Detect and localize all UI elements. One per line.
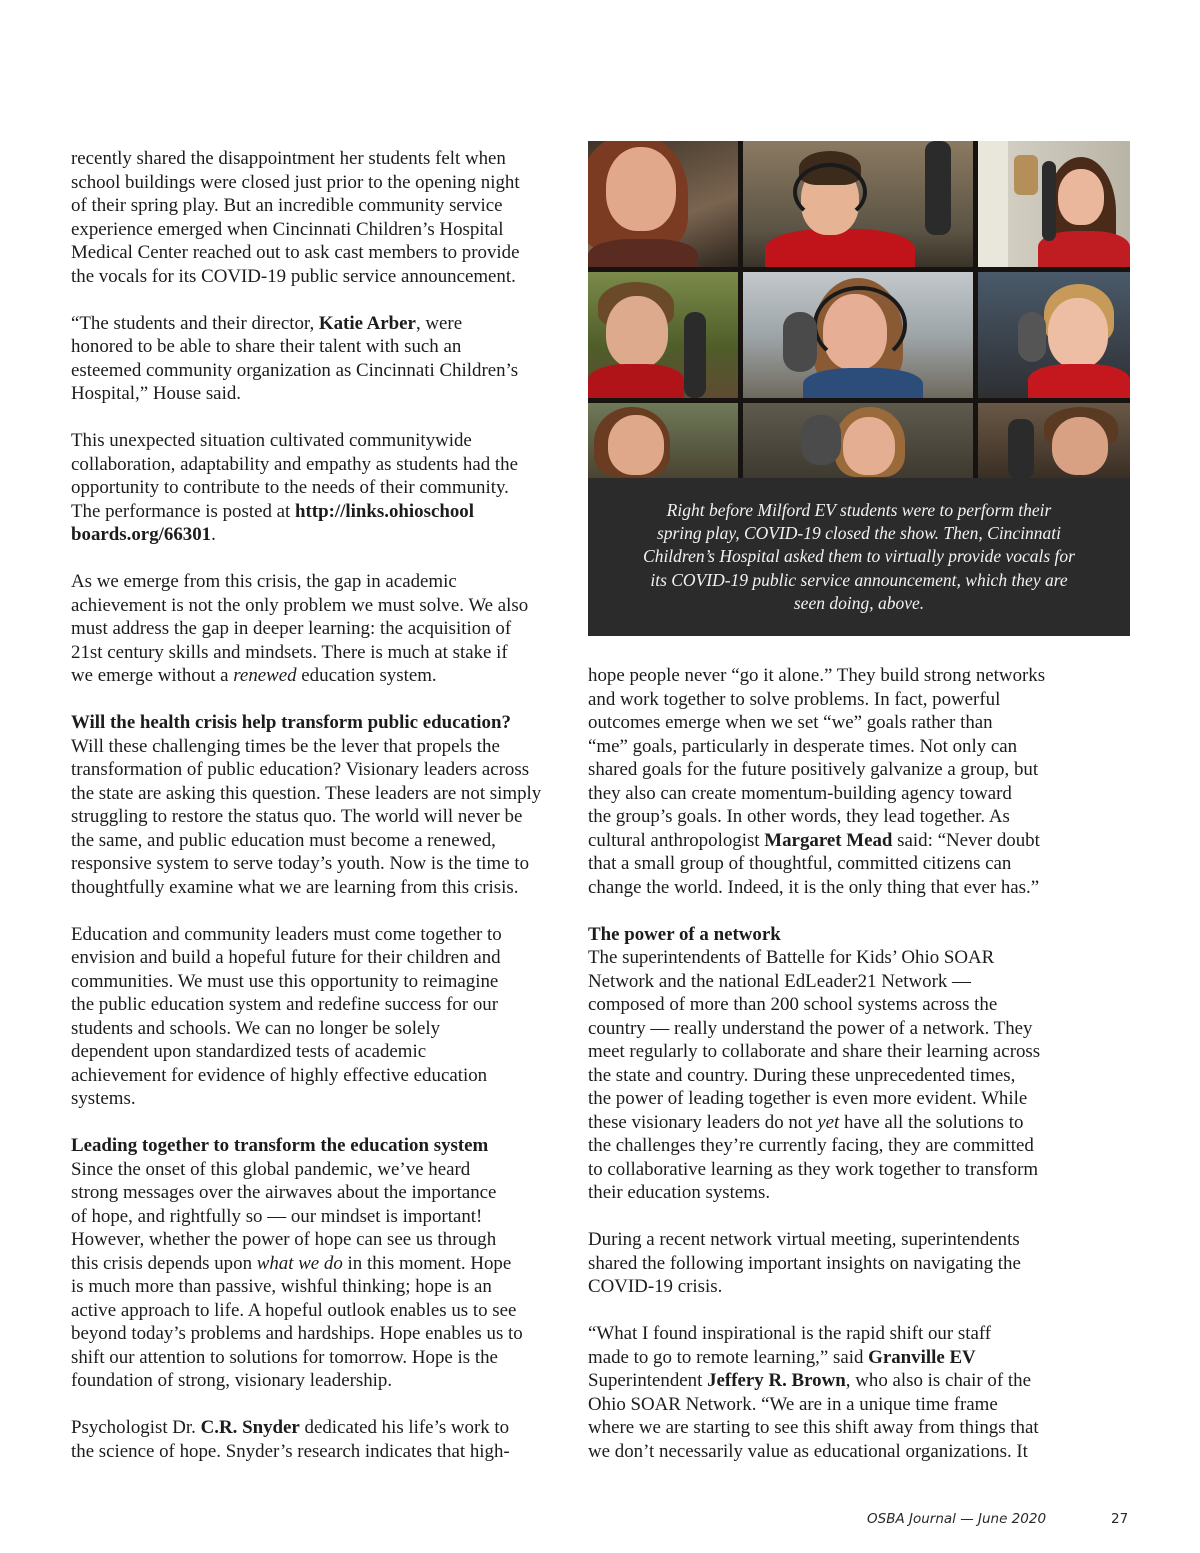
text-line: Ohio SOAR Network. “We are in a unique time frame bbox=[588, 1393, 998, 1415]
text-line: outcomes emerge when we set “we” goals rather than bbox=[588, 712, 993, 733]
text-line: Network and the national EdLeader21 Network — bbox=[588, 970, 971, 992]
emphasis: renewed bbox=[233, 665, 297, 686]
photo-tile bbox=[588, 403, 738, 478]
text-line: shared goals for the future positively galvanize a group, but bbox=[588, 759, 1039, 780]
text-line: “What I found inspirational is the rapid shift our staff bbox=[588, 1323, 992, 1344]
text-line: shift our attention to solutions for tomorrow. Hope is the bbox=[71, 1346, 498, 1368]
text-line: of their spring play. But an incredible community service bbox=[71, 195, 503, 216]
text-line: is much more than passive, wishful thinking; hope is an bbox=[71, 1276, 492, 1297]
text-line: foundation of strong, visionary leadership. bbox=[71, 1370, 393, 1391]
text-line: During a recent network virtual meeting, superintendents bbox=[588, 1229, 1020, 1250]
text-line: to collaborative learning as they work together to transform bbox=[588, 1158, 1039, 1180]
emphasis: what we do bbox=[256, 1252, 343, 1274]
text-line: the science of hope. Snyder’s research indicates that high- bbox=[71, 1440, 510, 1462]
paragraph bbox=[71, 1416, 567, 1463]
person-name: C.R. Snyder bbox=[200, 1417, 300, 1438]
caption-line: spring play, COVID-19 closed the show. Then, Cincinnati bbox=[656, 523, 1062, 544]
left-column bbox=[71, 147, 567, 1487]
text-line bbox=[588, 1369, 1088, 1393]
text-line: experience emerged when Cincinnati Children’s Hospital bbox=[71, 218, 504, 240]
text-line bbox=[71, 1416, 567, 1440]
text-run: “The students and their director, bbox=[71, 312, 319, 334]
photo-tile bbox=[743, 272, 973, 398]
text-line: their education systems. bbox=[588, 1182, 771, 1203]
text-line: “me” goals, particularly in desperate times. Not only can bbox=[588, 735, 1018, 757]
text-line: the group’s goals. In other words, they lead together. As bbox=[588, 806, 1010, 827]
text-line: achievement for evidence of highly effective education bbox=[71, 1064, 488, 1086]
text-line: the vocals for its COVID-19 public service announcement. bbox=[71, 265, 516, 287]
text-run: dedicated his life’s work to bbox=[299, 1417, 510, 1438]
text-run: education system. bbox=[296, 665, 437, 686]
section-heading: Will the health crisis help transform public education? bbox=[71, 712, 511, 733]
text-line: hope people never “go it alone.” They build strong networks bbox=[588, 665, 1046, 686]
paragraph bbox=[71, 1158, 567, 1393]
text-line: thoughtfully examine what we are learning from this crisis. bbox=[71, 876, 519, 898]
photo-tile bbox=[588, 272, 738, 398]
text-line: However, whether the power of hope can see us through bbox=[71, 1229, 497, 1250]
text-line: composed of more than 200 school systems across the bbox=[588, 994, 998, 1015]
text-run: made to go to remote learning,” said bbox=[588, 1346, 869, 1368]
text-line bbox=[588, 1346, 1088, 1370]
text-line: the power of leading together is even more evident. While bbox=[588, 1088, 1028, 1109]
text-line: systems. bbox=[71, 1088, 136, 1109]
text-line bbox=[71, 312, 567, 336]
text-line: transformation of public education? Visionary leaders across bbox=[71, 759, 530, 780]
paragraph bbox=[588, 946, 1088, 1205]
paragraph bbox=[71, 735, 567, 900]
emphasis: yet bbox=[817, 1111, 840, 1133]
photo-tile bbox=[978, 403, 1130, 478]
text-line: students and schools. We can no longer be solely bbox=[71, 1017, 441, 1039]
text-line: esteemed community organization as Cincinnati Children’s bbox=[71, 359, 519, 381]
text-line bbox=[588, 1111, 1088, 1135]
paragraph bbox=[71, 429, 567, 547]
photo-tile bbox=[978, 141, 1130, 267]
text-run: have all the solutions to bbox=[839, 1111, 1024, 1133]
caption-line: Right before Milford EV students were to perform their bbox=[666, 500, 1052, 520]
text-line: meet regularly to collaborate and share their learning across bbox=[588, 1041, 1041, 1062]
text-line: collaboration, adaptability and empathy as students had the bbox=[71, 453, 518, 475]
text-line: country — really understand the power of a network. They bbox=[588, 1017, 1033, 1039]
text-run: we emerge without a bbox=[71, 665, 234, 686]
text-line: achievement is not the only problem we must solve. We also bbox=[71, 594, 529, 616]
text-run: , were bbox=[415, 312, 463, 334]
text-run: , who also is chair of the bbox=[845, 1370, 1031, 1391]
text-line: of hope, and rightfully so — our mindset is important! bbox=[71, 1205, 483, 1227]
page-number: 27 bbox=[1111, 1511, 1129, 1527]
text-run: cultural anthropologist bbox=[588, 829, 765, 851]
text-line: dependent upon standardized tests of academic bbox=[71, 1041, 427, 1062]
student-video-collage-photo bbox=[588, 141, 1130, 478]
text-run: The performance is posted at bbox=[71, 500, 295, 522]
text-line bbox=[71, 1252, 567, 1276]
text-line: must address the gap in deeper learning: the acquisition of bbox=[71, 618, 512, 639]
text-line: responsive system to serve today’s youth. Now is the time to bbox=[71, 853, 530, 874]
photo-tile bbox=[588, 141, 738, 267]
caption-line: its COVID-19 public service announcement, which they are bbox=[650, 569, 1068, 590]
text-line: strong messages over the airwaves about the importance bbox=[71, 1182, 497, 1203]
paragraph bbox=[71, 312, 567, 406]
text-line: change the world. Indeed, it is the only thing that ever has.” bbox=[588, 876, 1040, 898]
text-line: active approach to life. A hopeful outlook enables us to see bbox=[71, 1299, 517, 1321]
text-line bbox=[71, 523, 567, 547]
person-name: Margaret Mead bbox=[764, 829, 893, 851]
text-line: Since the onset of this global pandemic, we’ve heard bbox=[71, 1158, 471, 1180]
text-line: that a small group of thoughtful, committed citizens can bbox=[588, 853, 1012, 874]
performance-link-part1[interactable]: http://links.ohioschool bbox=[294, 500, 474, 522]
section-heading: Leading together to transform the education system bbox=[71, 1135, 489, 1156]
text-line: opportunity to contribute to the needs of their community. bbox=[71, 477, 509, 498]
photo-caption bbox=[588, 478, 1130, 636]
photo-tile bbox=[978, 272, 1130, 398]
text-line: communities. We must use this opportunity to reimagine bbox=[71, 970, 499, 992]
text-line: beyond today’s problems and hardships. Hope enables us to bbox=[71, 1323, 523, 1344]
text-line: the state and country. During these unprecedented times, bbox=[588, 1064, 1016, 1086]
paragraph bbox=[71, 570, 567, 688]
caption-line: seen doing, above. bbox=[793, 592, 925, 613]
text-line: the challenges they’re currently facing, they are committed bbox=[588, 1135, 1034, 1156]
text-run: said: “Never doubt bbox=[892, 829, 1040, 851]
text-line: Medical Center reached out to ask cast members to provide bbox=[71, 242, 520, 263]
text-run: Psychologist Dr. bbox=[71, 1417, 201, 1438]
text-line bbox=[71, 500, 567, 524]
paragraph bbox=[588, 1228, 1088, 1299]
section-heading: The power of a network bbox=[588, 923, 781, 945]
text-line: recently shared the disappointment her students felt when bbox=[71, 148, 506, 169]
text-line bbox=[71, 664, 567, 688]
text-line: The superintendents of Battelle for Kids’ Ohio SOAR bbox=[588, 947, 995, 968]
text-line: they also can create momentum-building agency toward bbox=[588, 782, 1012, 804]
journal-title: OSBA Journal — June 2020 bbox=[867, 1511, 1047, 1527]
performance-link-part2[interactable]: boards.org/66301 bbox=[71, 524, 212, 545]
text-run: in this moment. Hope bbox=[342, 1252, 512, 1274]
text-run: . bbox=[211, 524, 216, 545]
text-line: Will these challenging times be the lever that propels the bbox=[71, 735, 500, 757]
right-column bbox=[588, 664, 1088, 1487]
paragraph bbox=[588, 664, 1088, 899]
text-line: 21st century skills and mindsets. There is much at stake if bbox=[71, 641, 508, 663]
text-line: honored to be able to share their talent with such an bbox=[71, 336, 462, 357]
text-line: the state are asking this question. These leaders are not simply bbox=[71, 782, 542, 804]
paragraph bbox=[588, 1322, 1088, 1463]
text-line: struggling to restore the status quo. The world will never be bbox=[71, 806, 523, 827]
text-line: shared the following important insights on navigating the bbox=[588, 1252, 1021, 1274]
person-name: Katie Arber bbox=[318, 312, 416, 334]
text-line: This unexpected situation cultivated communitywide bbox=[71, 430, 472, 451]
text-line bbox=[588, 829, 1088, 853]
text-line: Hospital,” House said. bbox=[71, 383, 241, 404]
text-line: the public education system and redefine success for our bbox=[71, 994, 498, 1015]
text-line: COVID-19 crisis. bbox=[588, 1276, 723, 1297]
text-line: where we are starting to see this shift away from things that bbox=[588, 1417, 1039, 1438]
text-line: and work together to solve problems. In fact, powerful bbox=[588, 688, 1001, 710]
text-line: envision and build a hopeful future for their children and bbox=[71, 947, 501, 968]
text-run: these visionary leaders do not bbox=[588, 1111, 818, 1133]
text-line: As we emerge from this crisis, the gap in academic bbox=[71, 571, 457, 592]
caption-line: Children’s Hospital asked them to virtually provide vocals for bbox=[643, 546, 1075, 567]
text-line: the same, and public education must become a renewed, bbox=[71, 829, 496, 851]
photo-tile bbox=[743, 403, 973, 478]
text-line: Education and community leaders must come together to bbox=[71, 923, 502, 945]
paragraph bbox=[71, 923, 567, 1111]
person-name: Jeffery R. Brown bbox=[707, 1370, 846, 1391]
district-name: Granville EV bbox=[868, 1346, 976, 1368]
text-line: we don’t necessarily value as educational organizations. It bbox=[588, 1440, 1028, 1462]
text-run: this crisis depends upon bbox=[71, 1252, 257, 1274]
paragraph bbox=[71, 147, 567, 288]
photo-tile bbox=[743, 141, 973, 267]
text-run: Superintendent bbox=[588, 1370, 708, 1391]
text-line: school buildings were closed just prior to the opening night bbox=[71, 171, 520, 193]
